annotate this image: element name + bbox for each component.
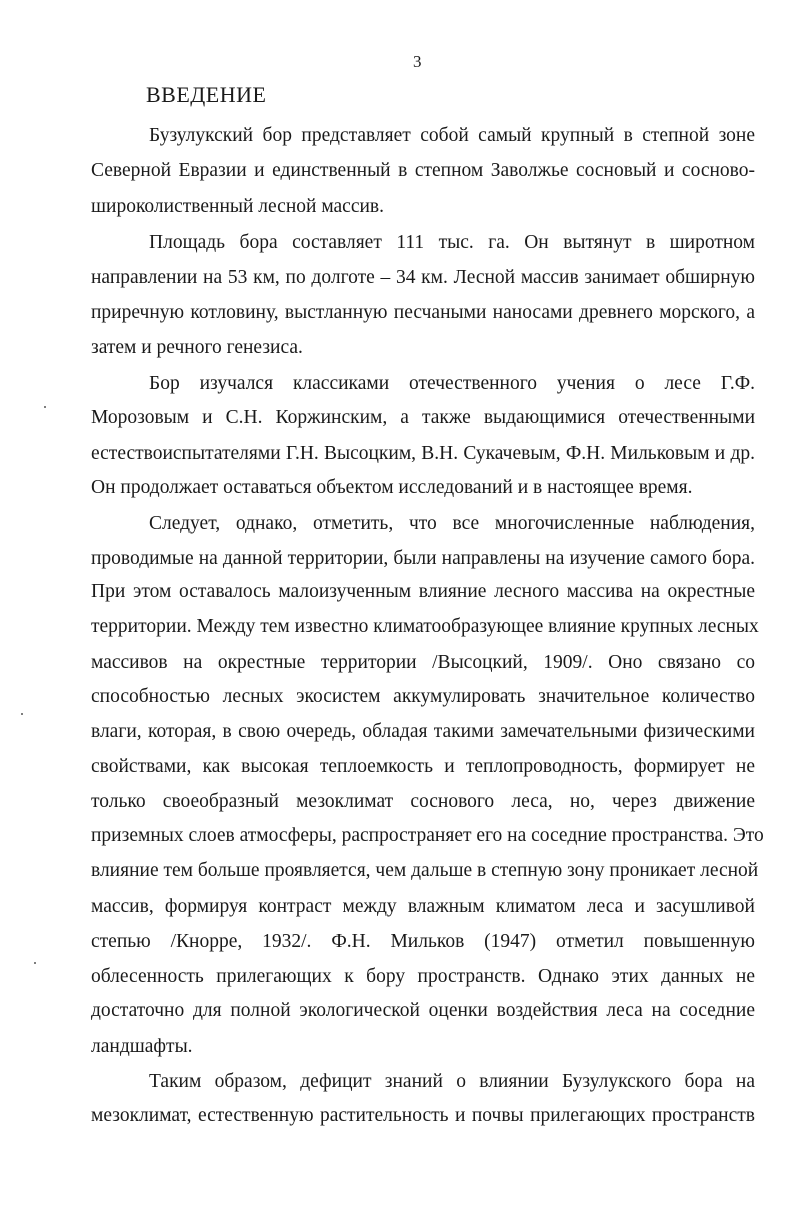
text-line: влаги, которая, в свою очередь, обладая такими замечательными физическими — [91, 721, 755, 742]
page-heading: ВВЕДЕНИЕ — [146, 82, 267, 107]
text-line: достаточно для полной экологической оценки воздействия леса на соседние — [91, 1000, 755, 1021]
text-line: затем и речного генезиса. — [91, 337, 303, 358]
text-line: Морозовым и С.Н. Коржинским, а также выдающимися отечественными — [91, 407, 755, 428]
text-line: массивов на окрестные территории /Высоцкий, 1909/. Оно связано со — [91, 652, 755, 673]
text-line: приречную котловину, выстланную песчаными наносами древнего морского, а — [91, 302, 755, 323]
scan-speck — [34, 962, 36, 964]
text-line: территории. Между тем известно климатообразующее влияние крупных лесных — [91, 616, 759, 637]
text-line: естествоиспытателями Г.Н. Высоцким, В.Н. Сукачевым, Ф.Н. Мильковым и др. — [91, 443, 755, 464]
text-line: влияние тем больше проявляется, чем дальше в степную зону проникает лесной — [91, 860, 759, 881]
text-line: Следует, однако, отметить, что все многочисленные наблюдения, — [149, 513, 755, 534]
text-line: Северной Евразии и единственный в степном Заволжье сосновый и сосново- — [91, 160, 755, 181]
scan-speck — [21, 713, 23, 715]
text-line: массив, формируя контраст между влажным климатом леса и засушливой — [91, 896, 755, 917]
text-line: ландшафты. — [91, 1036, 193, 1057]
text-line: способностью лесных экосистем аккумулировать значительное количество — [91, 686, 755, 707]
text-line: При этом оставалось малоизученным влияние лесного массива на окрестные — [91, 581, 755, 602]
text-line: направлении на 53 км, по долготе – 34 км. Лесной массив занимает обширную — [91, 267, 755, 288]
text-line: только своеобразный мезоклимат соснового леса, но, через движение — [91, 791, 755, 812]
text-line: мезоклимат, естественную растительность и почвы прилегающих пространств — [91, 1105, 755, 1126]
page-number: 3 — [413, 52, 422, 71]
text-line: облесенность прилегающих к бору пространств. Однако этих данных не — [91, 966, 755, 987]
text-line: проводимые на данной территории, были направлены на изучение самого бора. — [91, 548, 755, 569]
text-line: Бузулукский бор представляет собой самый крупный в степной зоне — [149, 125, 755, 146]
text-line: Бор изучался классиками отечественного учения о лесе Г.Ф. — [149, 373, 755, 394]
text-line: Он продолжает оставаться объектом исследований и в настоящее время. — [91, 477, 693, 498]
scan-speck — [44, 406, 46, 408]
text-line: Таким образом, дефицит знаний о влиянии Бузулукского бора на — [149, 1071, 755, 1092]
text-line: приземных слоев атмосферы, распространяет его на соседние пространства. Это — [91, 825, 764, 846]
text-line: степью /Кнорре, 1932/. Ф.Н. Мильков (1947) отметил повышенную — [91, 931, 755, 952]
text-line: Площадь бора составляет 111 тыс. га. Он вытянут в широтном — [149, 232, 755, 253]
text-line: свойствами, как высокая теплоемкость и теплопроводность, формирует не — [91, 756, 755, 777]
text-line: широколиственный лесной массив. — [91, 196, 385, 217]
